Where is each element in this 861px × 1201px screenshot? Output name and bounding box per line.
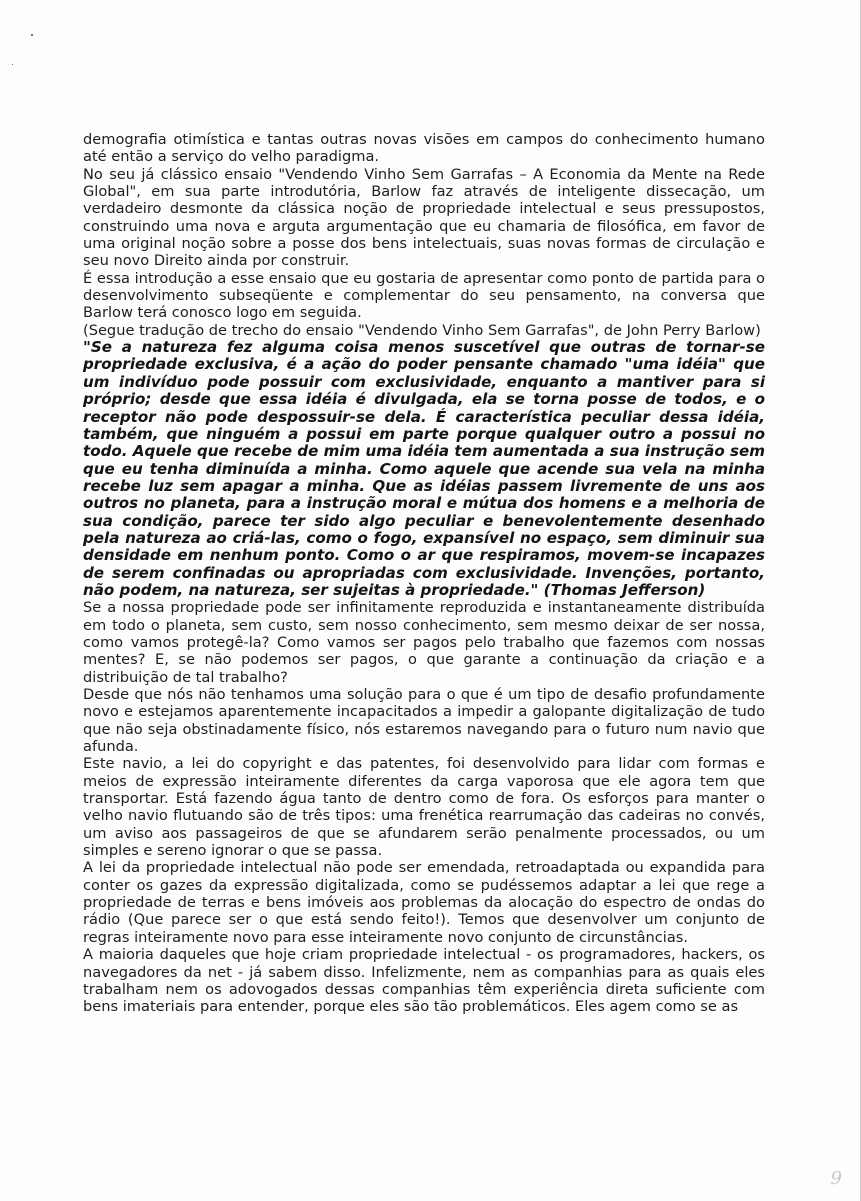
scan-speck [31,34,33,36]
document-body [83,131,765,1016]
paragraph: A lei da propriedade intelectual não pode ser emendada, retroadaptada ou expandida para conter os gazes da expressão digitalizada, como se pudéssemos adaptar a lei que rege a propriedade de terras e bens imóveis aos problemas da alocação do espectro de ondas do rádio (Que parece ser o que está sendo feito!). Temos que desenvolver um conjunto de regras inteiramente novo para esse inteiramente novo conjunto de circunstâncias. [83,859,765,946]
paragraph: demografia otimística e tantas outras novas visões em campos do conhecimento humano até então a serviço do velho paradigma. [83,131,765,166]
page-number: 9 [830,1168,842,1189]
paragraph: Este navio, a lei do copyright e das patentes, foi desenvolvido para lidar com formas e meios de expressão inteiramente diferentes da carga vaporosa que ele agora tem que transportar. Está fazendo água tanto de dentro como de fora. Os esforços para manter o velho navio flutuando são de três tipos: uma frenética rearrumação das cadeiras no convés, um aviso aos passageiros de que se afundarem serão penalmente processados, ou um simples e sereno ignorar o que se passa. [83,755,765,860]
paragraph: No seu já clássico ensaio "Vendendo Vinho Sem Garrafas – A Economia da Mente na Rede Global", em sua parte introdutória, Barlow faz através de inteligente dissecação, um verdadeiro desmonte da clássica noção de propriedade intelectual e seus pressupostos, construindo uma nova e arguta argumentação que eu chamaria de filosófica, em favor de uma original noção sobre a posse dos bens intelectuais, suas novas formas de circulação e seu novo Direito ainda por construir. [83,165,765,270]
scan-speck [12,64,13,65]
paragraph: A maioria daqueles que hoje criam propriedade intelectual - os programadores, hackers, os navegadores da net - já sabem disso. Infelizmente, nem as companhias para as quais eles trabalham nem os adovogados dessas companhias têm experiência direta suficiente com bens imateriais para entender, porque eles são tão problemáticos. Eles agem como se as [83,946,765,1016]
paragraph: (Segue tradução de trecho do ensaio "Vendendo Vinho Sem Garrafas", de John Perry Barlow) [83,321,761,339]
paragraph: É essa introdução a esse ensaio que eu gostaria de apresentar como ponto de partida para o desenvolvimento subseqüente e complementar do seu pensamento, na conversa que Barlow terá conosco logo em seguida. [83,269,765,322]
paragraph: Se a nossa propriedade pode ser infinitamente reproduzida e instantaneamente distribuída em todo o planeta, sem custo, sem nosso conhecimento, sem mesmo deixar de ser nossa, como vamos protegê-la? Como vamos ser pagos pelo trabalho que fazemos com nossas mentes? E, se não podemos ser pagos, o que garante a continuação da criação e a distribuição de tal trabalho? [83,599,765,686]
jefferson-quote: "Se a natureza fez alguma coisa menos suscetível que outras de tornar-se propriedade exclusiva, é a ação do poder pensante chamado "uma idéia" que um indivíduo pode possuir com exclusividade, enquanto a mantiver para si próprio; desde que essa idéia é divulgada, ela se torna posse de todos, e o receptor não pode despossuir-se dela. É característica peculiar dessa idéia, também, que ninguém a possui em parte porque qualquer outro a possui no todo. Aquele que recebe de mim uma idéia tem aumentada a sua instrução sem que eu tenha diminuída a minha. Como aquele que acende sua vela na minha recebe luz sem apagar a minha. Que as idéias passem livremente de uns aos outros no planeta, para a instrução moral e mútua dos homens e a melhoria de sua condição, parece ter sido algo peculiar e benevolentemente desenhado pela natureza ao criá-las, como o fogo, expansível no espaço, sem diminuir sua densidade em nenhum ponto. Como o ar que respiramos, movem-se incapazes de serem confinadas ou apropriadas com exclusividade. Invenções, portanto, não podem, na natureza, ser sujeitas à propriedade." (Thomas Jefferson) [83,338,765,599]
paragraph: Desde que nós não tenhamos uma solução para o que é um tipo de desafio profundamente novo e estejamos aparentemente incapacitados a impedir a galopante digitalização de tudo que não seja obstinadamente físico, nós estaremos navegando para o futuro num navio que afunda. [83,686,765,756]
